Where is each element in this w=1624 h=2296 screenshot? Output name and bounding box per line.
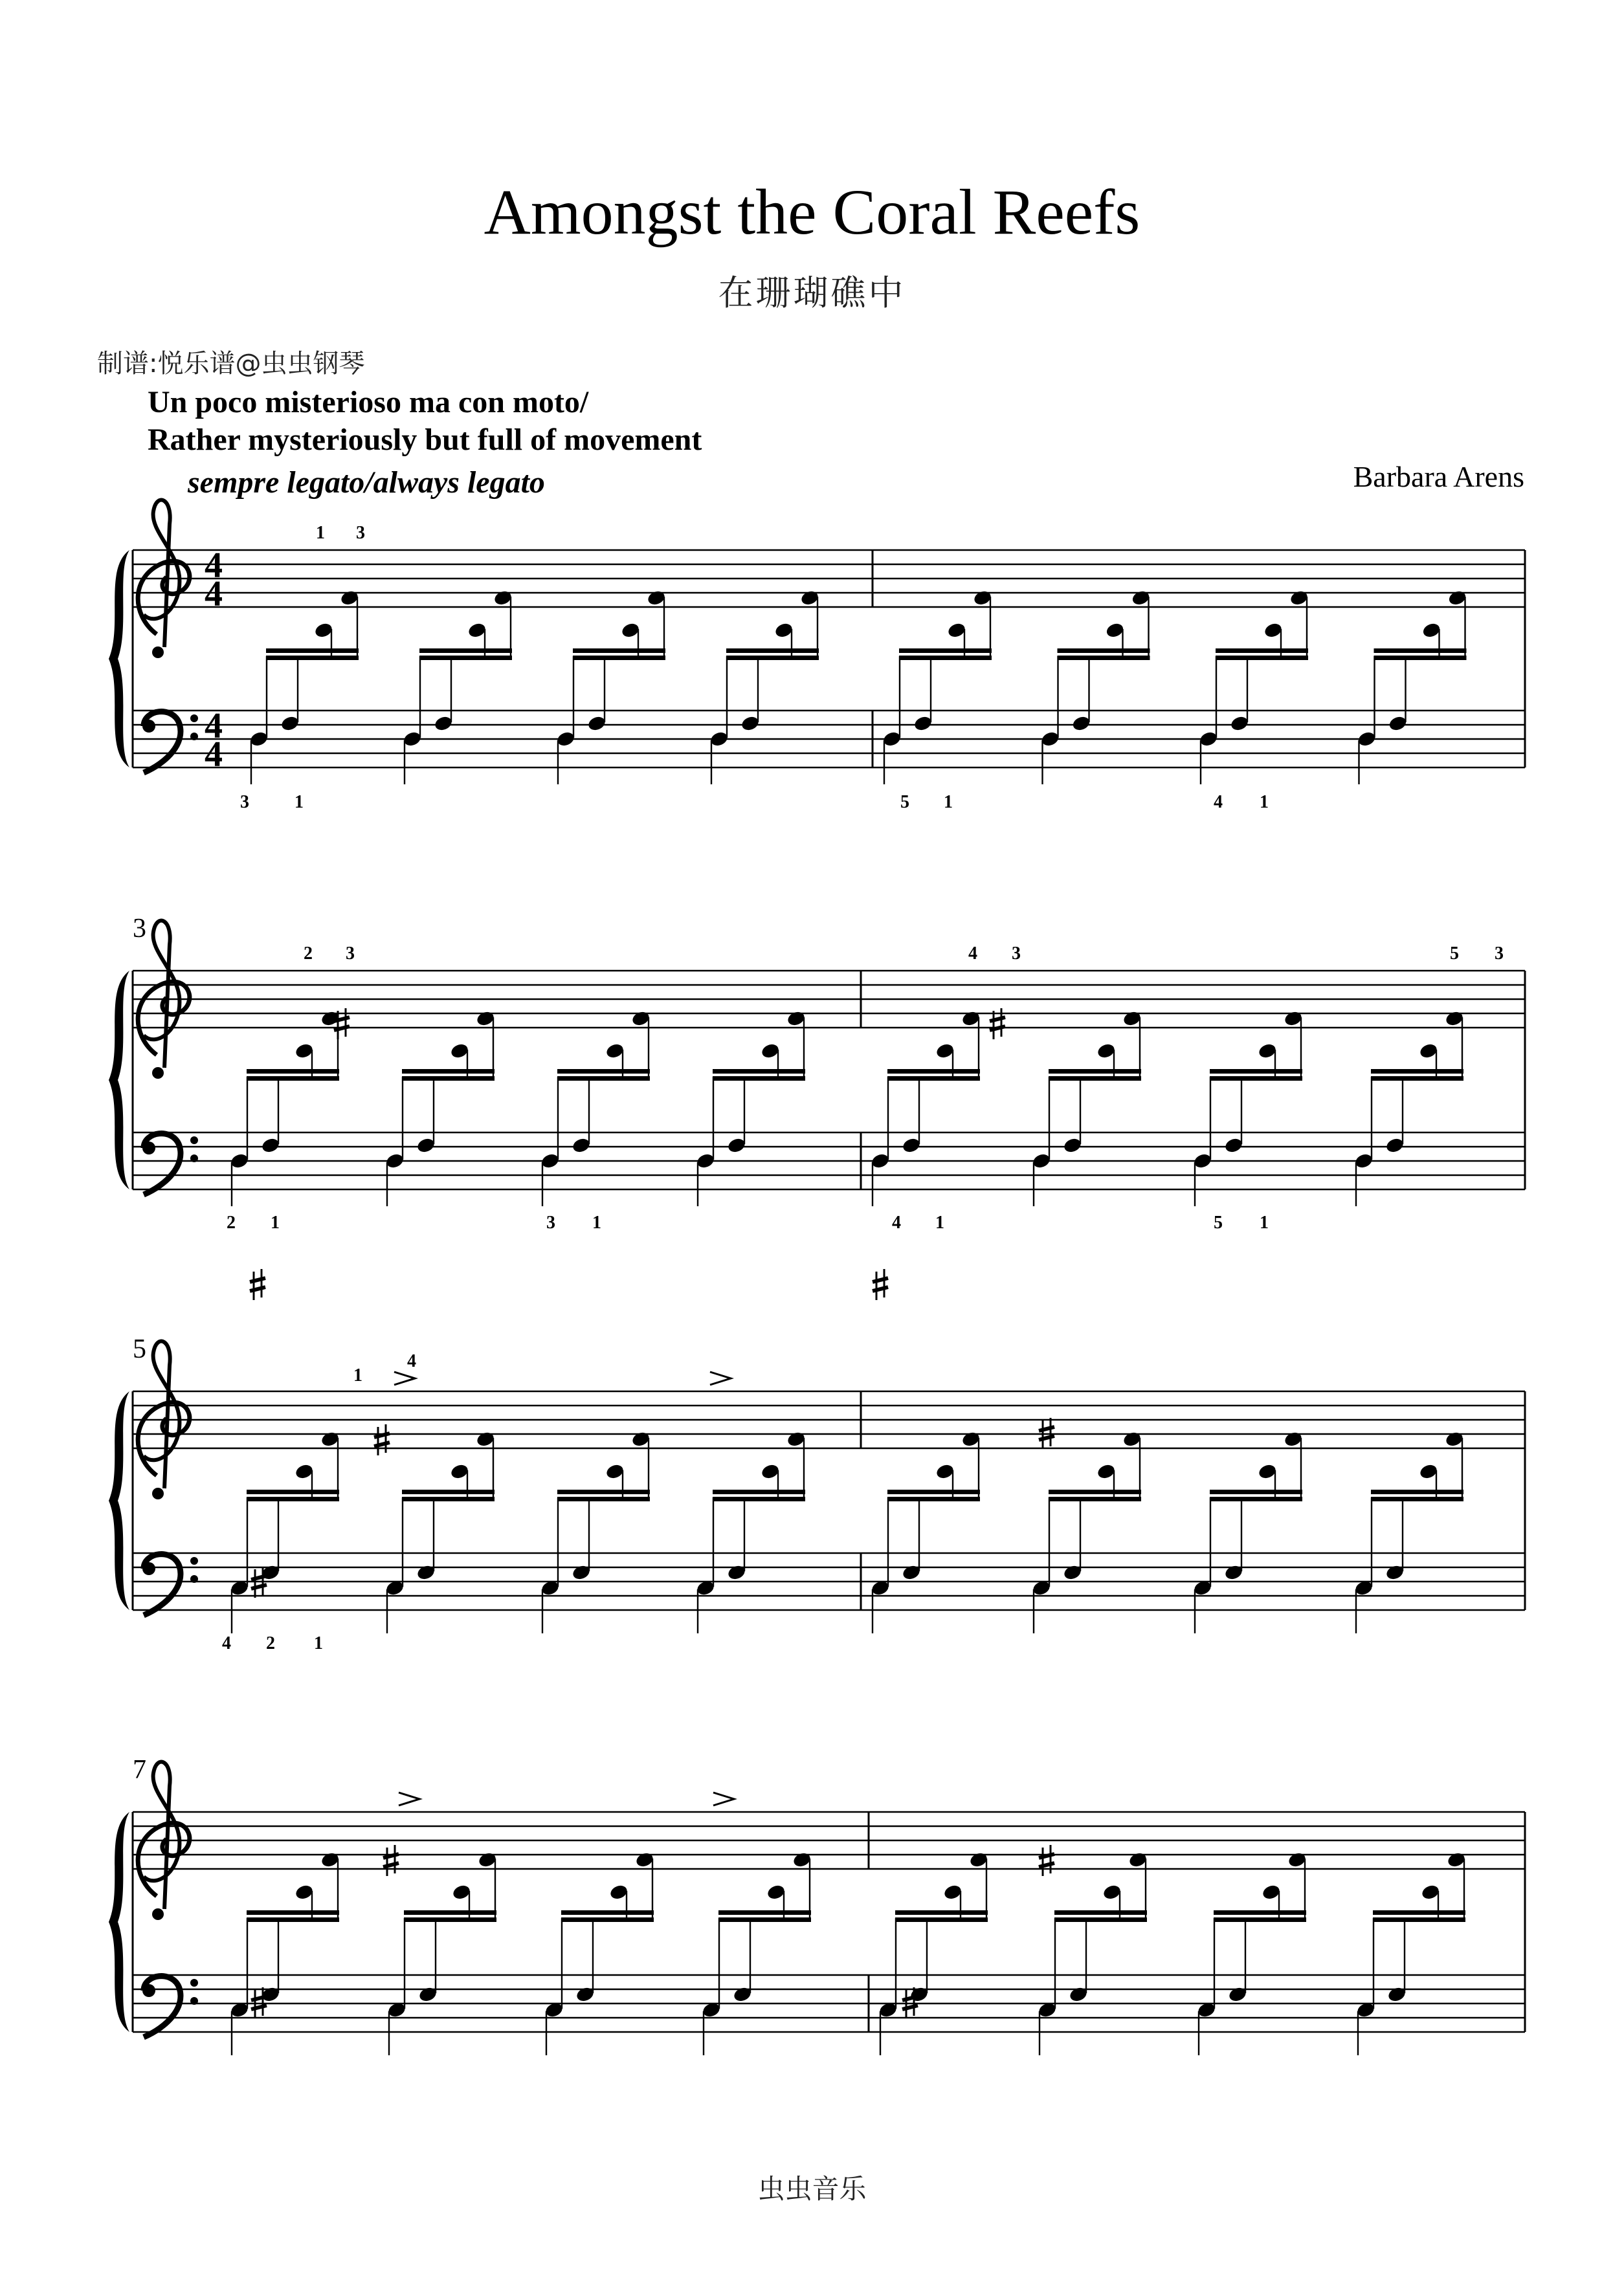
beat-group [540,1430,651,1633]
fingering-number: 4 [892,1213,901,1233]
beat-group [1198,589,1309,784]
time-signature-upper: 4 [205,546,223,586]
accent-icon [713,1793,734,1805]
measure-number: 7 [133,1755,146,1785]
page-title: Amongst the Coral Reefs [484,176,1140,248]
page-subtitle: 在珊瑚礁中 [718,272,906,313]
fingering-number: 3 [240,792,249,812]
fingering-number: 4 [968,944,977,964]
beat-group [229,1430,340,1633]
brace-icon [109,1812,129,2032]
fingering-number: 2 [304,944,313,964]
sharp-icon [1039,1845,1054,1876]
brace-icon [109,971,129,1189]
time-signature-upper: 4 [205,706,223,746]
bass-clef-icon [142,1134,198,1195]
fingering-number: 3 [356,523,365,543]
accent-icon [399,1793,419,1805]
beat-group [1196,1851,1307,2055]
beat-group [555,589,666,784]
beat-group [1031,1430,1142,1633]
fingering-number: 3 [546,1213,555,1233]
fingering-number: 3 [1495,944,1504,964]
measure-number: 3 [133,914,146,944]
fingering-number: 1 [1260,1213,1269,1233]
beat-group [1353,1430,1464,1633]
sharp-icon [873,1269,888,1300]
beat-group [1040,589,1151,784]
fingering-number: 1 [271,1213,280,1233]
fingering-number: 5 [900,792,909,812]
beat-group [878,1851,988,2055]
beat-group [229,1851,340,2055]
beat-group [709,589,819,784]
accent-icon [394,1372,415,1385]
tempo-marking-line1: Un poco misterioso ma con moto/ [148,385,589,419]
beat-group [870,1010,981,1206]
beat-group [1357,589,1467,784]
fingerings [222,523,1504,1653]
composer-name: Barbara Arens [1353,460,1524,493]
beat-group [402,589,513,784]
beat-group [384,1010,495,1206]
time-signature-lower: 4 [205,574,223,614]
accent-icon [710,1372,731,1385]
sharp-icon [383,1845,399,1876]
beat-group [1353,1010,1464,1206]
sharp-icon [374,1424,390,1455]
beat-group [695,1010,806,1206]
expression-marking: sempre legato/always legato [188,465,545,500]
fingering-number: 3 [1012,944,1021,964]
page-footer: 虫虫音乐 [757,2173,867,2205]
beat-group [540,1010,651,1206]
beat-group [1192,1010,1303,1206]
fingering-number: 2 [266,1633,275,1653]
bass-clef-icon [142,1554,198,1615]
fingering-number: 3 [346,944,355,964]
fingering-number: 1 [353,1365,362,1385]
beat-group [544,1851,654,2055]
beat-group [386,1851,497,2055]
fingering-number: 1 [944,792,953,812]
beat-group [1192,1430,1303,1633]
fingering-number: 1 [316,523,325,543]
measure-number: 5 [133,1334,146,1364]
bass-clef-icon [142,1976,198,2037]
beat-group [870,1430,981,1633]
fingering-number: 2 [227,1213,236,1233]
fingering-number: 5 [1214,1213,1223,1233]
fingering-number: 1 [1260,792,1269,812]
fingering-number: 1 [295,792,304,812]
beat-group [249,589,359,784]
engraver-credit: 制谱:悦乐谱@虫虫钢琴 [97,349,365,379]
fingering-number: 1 [592,1213,601,1233]
bass-clef-icon [142,712,198,773]
fingering-number: 5 [1450,944,1459,964]
beat-group [229,1010,340,1206]
beat-group [1355,1851,1466,2055]
beat-group [384,1430,495,1633]
fingering-number: 1 [314,1633,323,1653]
brace-icon [109,1391,129,1610]
time-signature-lower: 4 [205,734,223,775]
system-3 [109,1334,1525,1633]
system-4 [109,1755,1525,2055]
sharp-icon [250,1269,265,1300]
beat-group [701,1851,812,2055]
fingering-number: 4 [222,1633,231,1653]
beat-group [1037,1851,1148,2055]
beat-group [882,589,992,784]
system-2 [109,914,1525,1206]
fingering-number: 4 [407,1351,416,1371]
brace-icon [109,550,129,767]
fingering-number: 1 [935,1213,944,1233]
beat-group [695,1430,806,1633]
fingering-number: 4 [1214,792,1223,812]
tempo-marking-line2: Rather mysteriously but full of movement [148,423,702,457]
beat-group [1031,1010,1142,1206]
